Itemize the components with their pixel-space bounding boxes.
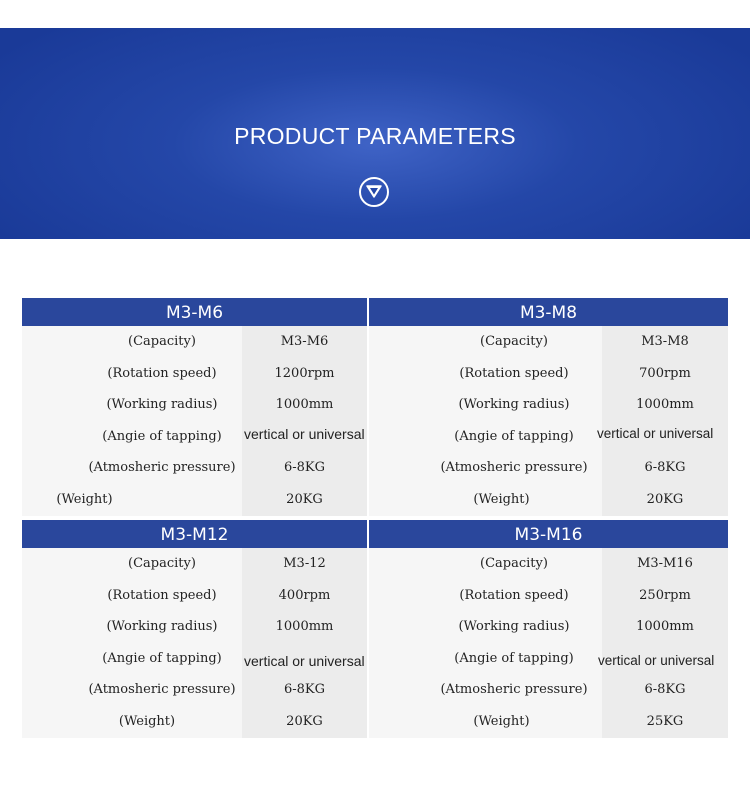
row-value: 1200rpm: [274, 365, 335, 381]
row-value: 6-8KG: [644, 682, 686, 698]
row-label: (Capacity): [128, 334, 196, 349]
row-label: (Atmosheric pressure): [88, 460, 236, 476]
table-row: [369, 421, 728, 453]
panel-title: M3-M6: [22, 298, 367, 326]
product-parameters-banner: [0, 28, 750, 239]
row-value: 250rpm: [639, 587, 691, 603]
table-row: [22, 421, 367, 453]
chevron-down-circle-icon[interactable]: [359, 177, 389, 207]
row-value: vertical or universal: [244, 652, 365, 669]
table-row: [22, 643, 367, 675]
row-label: (Working radius): [458, 619, 570, 635]
row-label: (Rotation speed): [107, 587, 217, 603]
row-label: (Weight): [118, 713, 176, 729]
table-row: [369, 706, 728, 738]
row-label: (Rotation speed): [107, 365, 217, 381]
row-label: (Weight): [473, 713, 530, 729]
table-row: [22, 674, 367, 706]
row-value: M3-12: [283, 556, 326, 571]
row-label: (Working radius): [106, 397, 218, 413]
row-value: 400rpm: [278, 587, 331, 603]
table-row: [22, 548, 367, 580]
row-label: (Angie of tapping): [102, 650, 222, 666]
row-value: 6-8KG: [644, 460, 686, 476]
row-label: (Capacity): [480, 334, 548, 349]
row-value: 20KG: [286, 491, 323, 507]
panel-title: M3-M12: [22, 520, 367, 548]
table-row: [369, 452, 728, 484]
table-row: [22, 389, 367, 421]
row-value: 6-8KG: [283, 682, 326, 698]
row-label: (Angie of tapping): [102, 428, 222, 444]
row-value: 20KG: [286, 713, 323, 729]
panel-title: M3-M8: [369, 298, 728, 326]
row-value: M3-M6: [280, 334, 329, 349]
row-label: (Working radius): [458, 397, 570, 413]
row-value: 1000mm: [275, 397, 334, 413]
table-row: [22, 706, 367, 738]
row-label: (Atmosheric pressure): [440, 460, 588, 476]
table-row: [369, 389, 728, 421]
row-label: (Angie of tapping): [454, 650, 574, 666]
row-value: 700rpm: [639, 365, 691, 381]
spec-panel-m3-m8: [369, 298, 728, 516]
table-row: [369, 484, 728, 516]
page-title: PRODUCT PARAMETERS: [234, 123, 516, 149]
table-row: [22, 452, 367, 484]
table-row: [369, 326, 728, 358]
row-label: (Atmosheric pressure): [88, 682, 236, 698]
row-label: (Weight): [473, 491, 530, 507]
row-value: 1000mm: [275, 619, 334, 635]
row-label: (Capacity): [128, 556, 196, 571]
table-row: [369, 358, 728, 390]
row-value: 20KG: [646, 491, 684, 507]
row-value: M3-M16: [637, 556, 693, 571]
row-label: (Weight): [56, 491, 113, 507]
row-value: 1000mm: [636, 619, 694, 635]
row-value: 25KG: [646, 713, 684, 729]
row-value: vertical or universal: [597, 425, 714, 441]
spec-panel-m3-m6: [22, 298, 367, 516]
row-value: vertical or universal: [244, 425, 365, 442]
row-value: M3-M8: [641, 334, 689, 349]
panel-title: M3-M16: [369, 520, 728, 548]
table-row: [369, 643, 728, 675]
table-row: [369, 548, 728, 580]
table-row: [369, 580, 728, 612]
table-row: [22, 484, 367, 516]
table-row: [369, 674, 728, 706]
row-label: (Rotation speed): [459, 587, 569, 603]
row-label: (Atmosheric pressure): [440, 682, 588, 698]
table-row: [22, 580, 367, 612]
row-label: (Rotation speed): [459, 365, 569, 381]
row-value: 1000mm: [636, 397, 694, 413]
table-row: [22, 611, 367, 643]
row-label: (Angie of tapping): [454, 428, 574, 444]
table-row: [22, 358, 367, 390]
row-label: (Capacity): [480, 556, 548, 571]
table-row: [369, 611, 728, 643]
table-row: [22, 326, 367, 358]
row-value: 6-8KG: [283, 460, 326, 476]
row-label: (Working radius): [106, 619, 218, 635]
spec-panel-m3-m16: [369, 520, 728, 738]
spec-panel-m3-m12: [22, 520, 367, 738]
row-value: vertical or universal: [598, 652, 715, 668]
